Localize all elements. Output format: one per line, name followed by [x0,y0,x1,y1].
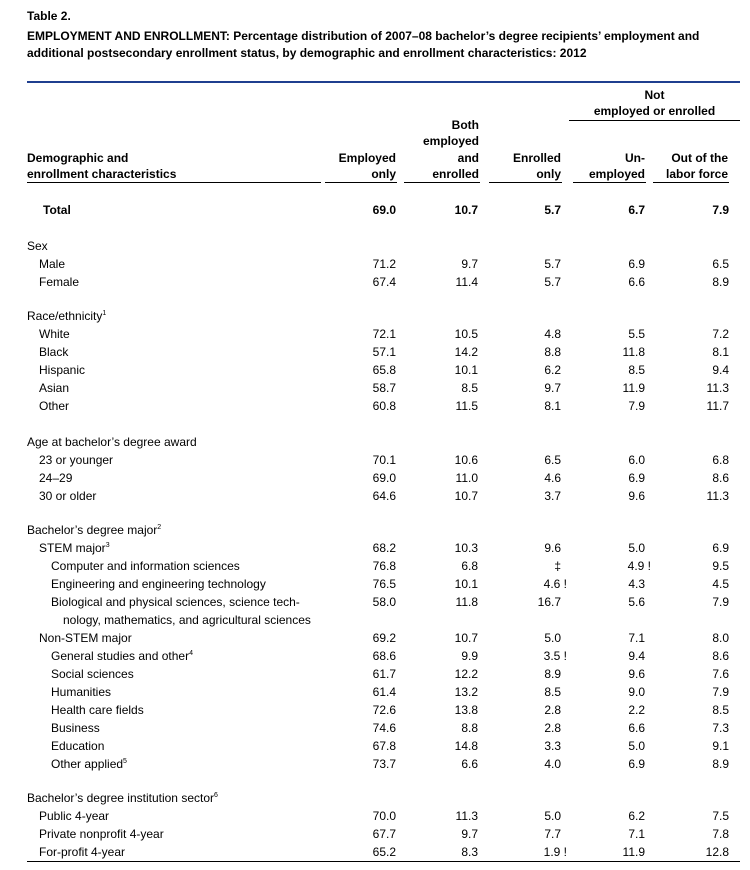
row-label: Male [39,257,66,271]
cell-out-of-labor-force: 4.5 [712,577,729,591]
cell-employed-only: 72.6 [372,703,396,717]
cell-out-of-labor-force: 8.6 [712,471,729,485]
cell-employed-only: 72.1 [372,327,396,341]
cell-out-of-labor-force: 8.0 [712,631,729,645]
cell-out-of-labor-force: 8.9 [712,757,729,771]
stub-underline [27,182,321,183]
cell-unemployed: 5.0 [628,739,645,753]
cell-unemployed: 6.2 [628,809,645,823]
cell-out-of-labor-force: 8.1 [712,345,729,359]
cell-out-of-labor-force: 7.5 [712,809,729,823]
cell-out-of-labor-force: 8.5 [712,703,729,717]
cell-employed-only: 57.1 [372,345,396,359]
cell-both-employed-enrolled: 9.7 [461,257,478,271]
both-underline [404,182,480,183]
cell-out-of-labor-force: 9.4 [712,363,729,377]
stub-header-line1: Demographic and [27,151,129,165]
cell-out-of-labor-force: 8.9 [712,275,729,289]
row-label: Other [39,399,70,413]
cell-employed-only: 65.2 [372,845,396,859]
cell-out-of-labor-force: 6.5 [712,257,729,271]
cell-unemployed: 9.0 [628,685,645,699]
cell-employed-only: 70.0 [372,809,396,823]
cell-employed-only: 69.2 [372,631,396,645]
cell-unemployed: 7.9 [628,399,645,413]
enrolled-only-header-2: only [536,167,561,181]
employed-only-header-1: Employed [338,151,396,165]
unemployed-underline [573,182,646,183]
cell-unemployed: 6.6 [628,721,645,735]
both-header-4: enrolled [432,167,479,181]
cell-out-of-labor-force: 11.3 [706,489,729,503]
cell-employed-only: 67.8 [372,739,396,753]
cell-out-of-labor-force: 7.9 [712,595,729,609]
cell-employed-only: 58.0 [372,595,396,609]
row-label: Private nonprofit 4-year [39,827,164,841]
cell-both-employed-enrolled: 14.8 [454,739,478,753]
cell-out-of-labor-force: 9.1 [712,739,729,753]
both-header-3: and [457,151,479,165]
cell-employed-only: 65.8 [372,363,396,377]
row-label: nology, mathematics, and agricultural sciences [63,613,311,627]
both-header-2: employed [422,134,479,148]
row-label: Black [39,345,69,359]
cell-unemployed: 5.0 [628,541,645,555]
row-label: Social sciences [51,667,134,681]
cell-unemployed: 5.6 [628,595,645,609]
cell-both-employed-enrolled: 10.1 [454,363,478,377]
cell-enrolled-only: 5.7 [544,203,561,217]
cell-both-employed-enrolled: 10.1 [454,577,478,591]
olf-underline [653,182,729,183]
cell-enrolled-only: 5.0 [544,809,561,823]
cell-out-of-labor-force: 11.3 [706,381,729,395]
footnote-marker: 3 [105,542,110,549]
out-of-labor-force-header-2: labor force [665,167,728,181]
row-label: 24–29 [39,471,73,485]
cell-employed-only: 67.4 [372,275,396,289]
cell-both-employed-enrolled: 8.8 [461,721,478,735]
cell-employed-only: 71.2 [372,257,396,271]
cell-employed-only: 70.1 [372,453,396,467]
row-label: Bachelor’s degree major$^2$ [27,523,162,537]
row-label: For-profit 4-year [39,845,126,859]
enrolled-only-underline [489,182,562,183]
cell-both-employed-enrolled: 11.5 [455,399,478,413]
cell-out-of-labor-force: 8.6 [712,649,729,663]
row-label: General studies and other$^4$ [51,649,193,663]
footnote-marker: 1 [102,310,107,317]
cell-enrolled-only: 3.3 [544,739,561,753]
row-label: Hispanic [39,363,86,377]
both-header-1: Both [451,118,479,132]
cell-both-employed-enrolled: 13.8 [454,703,478,717]
cell-out-of-labor-force: 12.8 [705,845,729,859]
cell-unemployed: 6.7 [628,203,645,217]
cell-both-employed-enrolled: 10.7 [454,489,478,503]
cell-enrolled-only: 9.6 [544,541,561,555]
cell-out-of-labor-force: 7.8 [712,827,729,841]
row-label: White [39,327,70,341]
cell-employed-only: 64.6 [372,489,396,503]
cell-enrolled-only: 6.2 [544,363,561,377]
cell-enrolled-only: 4.0 [544,757,561,771]
cell-out-of-labor-force: 6.8 [712,453,729,467]
row-label: Female [39,275,80,289]
row-label: Non-STEM major [39,631,132,645]
cell-employed-only: 60.8 [372,399,396,413]
row-label: Public 4-year [39,809,110,823]
cell-employed-only: 69.0 [372,203,396,217]
cell-employed-only: 76.5 [372,577,396,591]
not-group-header-2: employed or enrolled [593,104,716,118]
cell-both-employed-enrolled: 6.6 [461,757,478,771]
cell-enrolled-only: 8.1 [544,399,561,413]
cell-both-employed-enrolled: 6.8 [461,559,478,573]
cell-enrolled-only: 5.7 [544,275,561,289]
cell-enrolled-only: 2.8 [544,721,561,735]
cell-enrolled-only: 8.5 [544,685,561,699]
cell-enrolled-only: 5.7 [544,257,561,271]
cell-unemployed: 5.5 [628,327,645,341]
cell-both-employed-enrolled: 10.5 [454,327,478,341]
row-label: Biological and physical sciences, science tech- [51,595,300,609]
row-label: Humanities [51,685,112,699]
cell-unemployed: 11.8 [622,345,645,359]
employed-only-header-2: only [371,167,396,181]
cell-both-employed-enrolled: 10.3 [454,541,478,555]
cell-enrolled-only: 7.7 [544,827,561,841]
cell-unemployed: 6.9 [628,471,645,485]
cell-enrolled-only: 9.7 [544,381,561,395]
unemployed-header-2: employed [588,167,645,181]
cell-unemployed: 7.1 [628,631,645,645]
row-label: Business [51,721,100,735]
cell-unemployed: 6.9 [628,257,645,271]
not-group-header-1: Not [644,88,665,102]
cell-both-employed-enrolled: 13.2 [454,685,478,699]
cell-enrolled-only: ‡ [554,559,561,573]
cell-unemployed: 11.9 [622,381,645,395]
cell-enrolled-only: 1.9 ! [543,845,567,859]
cell-enrolled-only: 5.0 [544,631,561,645]
cell-unemployed: 2.2 [628,703,645,717]
cell-out-of-labor-force: 6.9 [712,541,729,555]
cell-enrolled-only: 8.8 [544,345,561,359]
group-underline [569,120,740,121]
cell-unemployed: 6.0 [628,453,645,467]
footnote-marker: 4 [189,650,193,657]
cell-both-employed-enrolled: 14.2 [454,345,478,359]
top-rule [27,81,740,83]
cell-employed-only: 73.7 [372,757,396,771]
cell-unemployed: 8.5 [628,363,645,377]
cell-both-employed-enrolled: 11.0 [455,471,478,485]
cell-unemployed: 4.3 [628,577,645,591]
cell-out-of-labor-force: 9.5 [712,559,729,573]
enrolled-only-header-1: Enrolled [512,151,561,165]
cell-enrolled-only: 4.6 ! [543,577,567,591]
row-label: Race/ethnicity$^1$ [27,309,107,323]
row-label: Computer and information sciences [51,559,240,573]
row-label: 23 or younger [39,453,114,467]
cell-enrolled-only: 3.7 [544,489,561,503]
row-label: Age at bachelor’s degree award [27,435,197,449]
cell-out-of-labor-force: 11.7 [706,399,729,413]
row-label: STEM major$^3$ [39,541,110,555]
table-label: Table 2. [27,9,71,23]
unemployed-header-1: Un- [625,151,645,165]
employed-only-underline [325,182,397,183]
cell-both-employed-enrolled: 11.8 [455,595,478,609]
cell-both-employed-enrolled: 11.4 [455,275,478,289]
cell-employed-only: 68.2 [372,541,396,555]
cell-enrolled-only: 4.8 [544,327,561,341]
cell-unemployed: 9.4 [628,649,645,663]
row-label: Total [43,203,71,217]
cell-out-of-labor-force: 7.6 [712,667,729,681]
cell-out-of-labor-force: 7.2 [712,327,729,341]
row-label: Bachelor’s degree institution sector$^6$ [27,791,218,805]
cell-employed-only: 61.7 [372,667,396,681]
cell-both-employed-enrolled: 12.2 [454,667,478,681]
cell-employed-only: 74.6 [372,721,396,735]
row-label: Engineering and engineering technology [51,577,266,591]
footnote-marker: 2 [157,524,162,531]
cell-unemployed: 9.6 [628,489,645,503]
cell-unemployed: 6.9 [628,757,645,771]
cell-out-of-labor-force: 7.9 [712,685,729,699]
row-label: Health care fields [51,703,144,717]
cell-both-employed-enrolled: 10.7 [454,203,478,217]
table-title: EMPLOYMENT AND ENROLLMENT: Percentage distribution of 2007–08 bachelor’s degree recipients’ employment and additional postsecondary enrollment status, by demographic and enrollment characteristics: 2012 [27,29,700,60]
cell-both-employed-enrolled: 8.5 [461,381,478,395]
cell-employed-only: 58.7 [372,381,396,395]
cell-out-of-labor-force: 7.3 [712,721,729,735]
cell-out-of-labor-force: 7.9 [712,203,729,217]
footnote-marker: 5 [123,758,127,765]
cell-both-employed-enrolled: 9.9 [461,649,478,663]
bottom-rule [27,861,740,862]
cell-enrolled-only: 8.9 [544,667,561,681]
cell-both-employed-enrolled: 9.7 [461,827,478,841]
cell-unemployed: 11.9 [622,845,645,859]
row-label: Asian [39,381,70,395]
row-label: Sex [27,239,48,253]
cell-both-employed-enrolled: 10.6 [454,453,478,467]
cell-unemployed: 7.1 [628,827,645,841]
row-label: 30 or older [39,489,97,503]
cell-employed-only: 68.6 [372,649,396,663]
cell-enrolled-only: 2.8 [544,703,561,717]
cell-unemployed: 9.6 [628,667,645,681]
cell-unemployed: 4.9 ! [627,559,651,573]
cell-both-employed-enrolled: 10.7 [454,631,478,645]
cell-both-employed-enrolled: 8.3 [461,845,478,859]
cell-employed-only: 69.0 [372,471,396,485]
row-label: Other applied$^5$ [51,757,127,771]
stub-header-line2: enrollment characteristics [27,167,177,181]
cell-employed-only: 67.7 [372,827,396,841]
out-of-labor-force-header-1: Out of the [671,151,728,165]
cell-employed-only: 61.4 [372,685,396,699]
cell-unemployed: 6.6 [628,275,645,289]
cell-both-employed-enrolled: 11.3 [455,809,478,823]
footnote-marker: 6 [214,792,218,799]
cell-enrolled-only: 6.5 [544,453,561,467]
cell-enrolled-only: 16.7 [537,595,561,609]
cell-enrolled-only: 4.6 [544,471,561,485]
cell-employed-only: 76.8 [372,559,396,573]
row-label: Education [51,739,105,753]
cell-enrolled-only: 3.5 ! [543,649,567,663]
